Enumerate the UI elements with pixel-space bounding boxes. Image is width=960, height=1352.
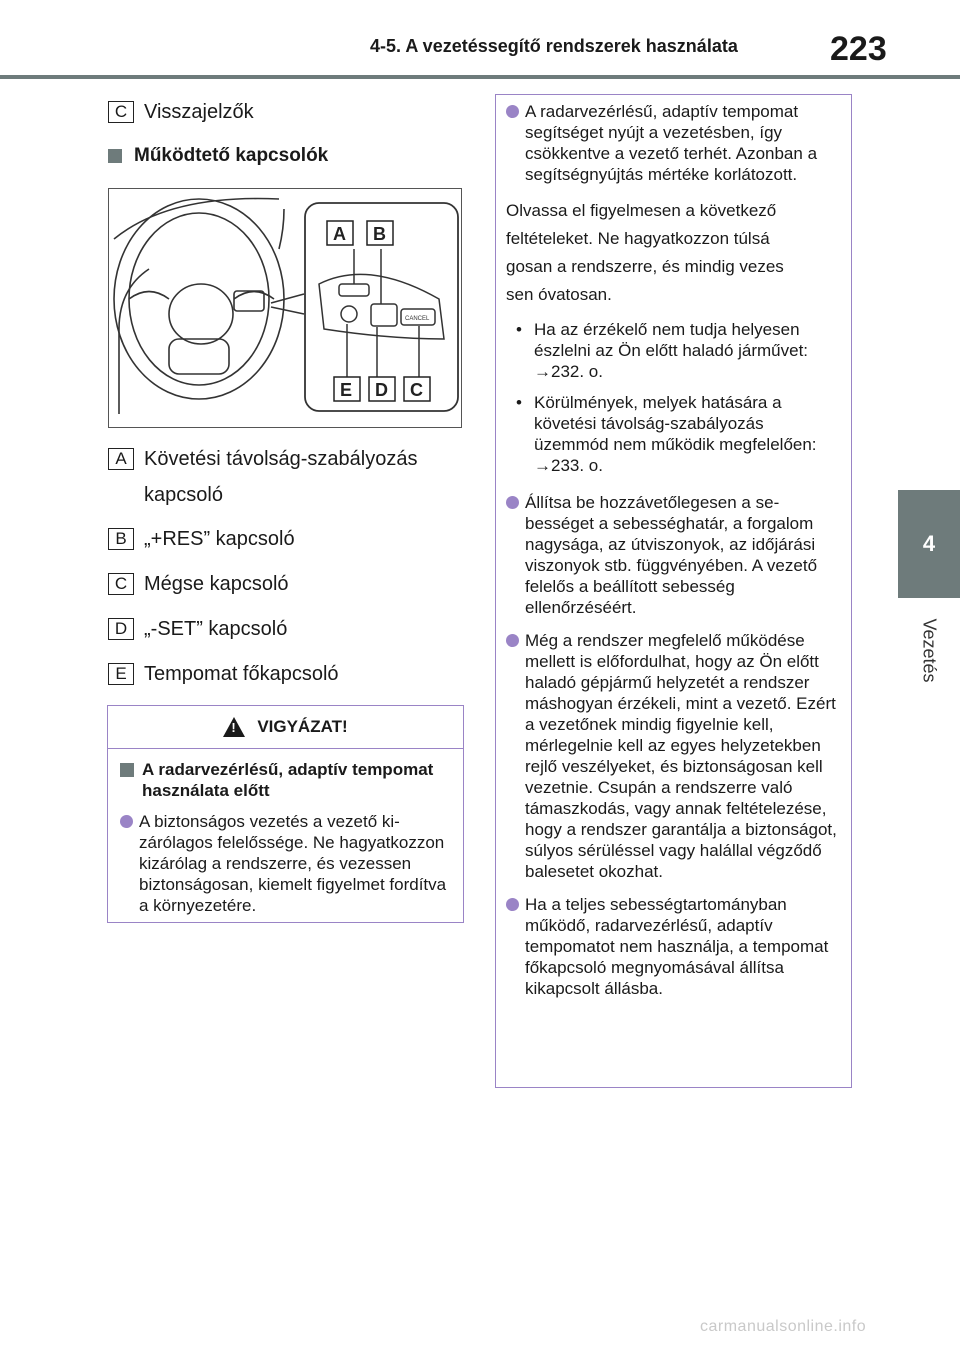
label-item (108, 528, 295, 557)
label-line: kapcsoló (144, 484, 223, 506)
circle-bullet-icon (506, 496, 519, 509)
callout-letter: A (108, 448, 134, 470)
dash-list-item (516, 319, 839, 382)
label-text: „-SET” kapcsoló (144, 618, 288, 640)
indicator-item (108, 101, 254, 130)
label-text: Mégse kapcsoló (144, 573, 289, 595)
chapter-number: 4 (922, 531, 936, 556)
chapter-tab[interactable] (898, 490, 960, 598)
warning-triangle-icon (223, 717, 245, 737)
paragraph-line: Olvassa el figyelmesen a következő (506, 201, 777, 220)
callout-letter: C (108, 573, 134, 595)
dash-bullet-icon: • (516, 393, 522, 412)
callout-letter: B (108, 528, 134, 550)
dash-item-text: Körülmények, melyek hatására a követési távolság-szabályozás üzemmód nem működik megfelelően: →233. o. (534, 393, 817, 475)
callout-letter: D (108, 618, 134, 640)
info-bullet-text: Még a rendszer megfelelő működése mellett is előfordulhat, hogy az Ön előtt haladó gépjármű helyzetét a rendszer máshogyan érzékeli, mint a vezető. Ezért a vezetőnek mindig figyelnie kell, mérlegelnie kell az egyes helyzetekben rejlő veszélyeket, és biztonságosan kell vezetnie. Csupán a rendszerre való támaszkodás, vagy annak feltételezése, hogy a rendszer garantálja a biztonságot, súlyos sérüléssel vagy halállal végződő balesetet okozhat. (525, 631, 837, 881)
section-heading-text: Működtető kapcsolók (134, 145, 329, 166)
paragraph-line: feltételeket. Ne hagyatkozzon túlsá (506, 229, 770, 248)
label-item (108, 448, 417, 513)
circle-bullet-icon (506, 105, 519, 118)
callout-a: A (333, 224, 346, 244)
info-box (495, 94, 852, 1088)
indicator-text: Visszajelzők (144, 101, 254, 123)
info-bullet-text: A radarvezérlésű, adaptív tempomat segítséget nyújt a vezetésben, így csökkentve a vezető terhét. Azonban a segítségnyújtás mértéke korlátozott. (525, 102, 818, 184)
callout-d: D (375, 380, 388, 400)
warning-subheading (120, 759, 451, 801)
circle-bullet-icon (506, 634, 519, 647)
paragraph-line: gosan a rendszerre, és mindig vezes (506, 257, 784, 276)
callout-letter: E (108, 663, 134, 685)
dash-item-text: Ha az érzékelő nem tudja helyesen észlelni az Ön előtt haladó járművet: →232. o. (534, 320, 809, 381)
label-item (108, 663, 339, 692)
steering-wheel-illustration (109, 189, 460, 426)
callout-c: C (410, 380, 423, 400)
dash-bullet-icon: • (516, 320, 522, 339)
chapter-label-text: Vezetés (919, 617, 940, 683)
section-heading (108, 145, 328, 167)
info-bullet (506, 492, 839, 618)
info-bullet (506, 894, 839, 999)
chapter-label (898, 600, 960, 700)
label-line: Követési távolság-szabályozás (144, 448, 418, 470)
paragraph-line: sen óvatosan. (506, 285, 612, 304)
label-item (108, 573, 289, 602)
dash-list-item (516, 392, 839, 476)
cancel-switch-text: CANCEL (405, 316, 430, 322)
header-title: 4-5. A vezetéssegítő rendszerek használata (370, 36, 738, 56)
callout-e: E (340, 380, 353, 400)
square-bullet-icon (120, 763, 134, 777)
warning-body (108, 749, 463, 916)
header-rule (0, 75, 960, 79)
info-paragraph (506, 197, 839, 309)
callout-b: B (373, 224, 386, 244)
steering-wheel-figure (108, 188, 462, 428)
warning-bullet (120, 811, 451, 916)
warning-subheading-text: A radarvezérlésű, adaptív tempomat használata előtt (142, 760, 434, 800)
circle-bullet-icon (506, 898, 519, 911)
warning-header (108, 706, 463, 749)
page-number: 223 (830, 30, 887, 68)
info-bullet-text: Ha a teljes sebességtartományban működő, radarvezérlésű, adaptív tempomatot nem használja, a tempomat főkapcsoló megnyomásával állítsa kikapcsolt állásba. (525, 895, 829, 998)
circle-bullet-icon (120, 815, 133, 828)
label-text: Tempomat főkapcsoló (144, 663, 339, 685)
label-text (144, 441, 417, 513)
warning-title: VIGYÁZAT! (257, 717, 348, 736)
label-item (108, 618, 287, 647)
label-text: „+RES” kapcsoló (144, 528, 295, 550)
square-bullet-icon (108, 149, 122, 163)
info-bullet (506, 101, 839, 185)
info-bullet (506, 630, 839, 882)
footer-watermark: carmanualsonline.info (700, 1318, 867, 1335)
callout-letter: C (108, 101, 134, 123)
info-bullet-text: Állítsa be hozzávetőlegesen a sebességet a sebességhatár, a forgalom nagysága, az útviszonyok, az időjárási viszonyok stb. függvényében. A vezető felelős a beállított sebesség ellenőrzéséért. (525, 493, 818, 617)
warning-box (107, 705, 464, 923)
warning-bullet-text: A biztonságos vezetés a vezető kizárólagos felelőssége. Ne hagyatkozzon kizárólag a rendszerre, és vezessen biztonságosan, kiemelt figyelmet fordítva a környezetére. (139, 812, 447, 915)
